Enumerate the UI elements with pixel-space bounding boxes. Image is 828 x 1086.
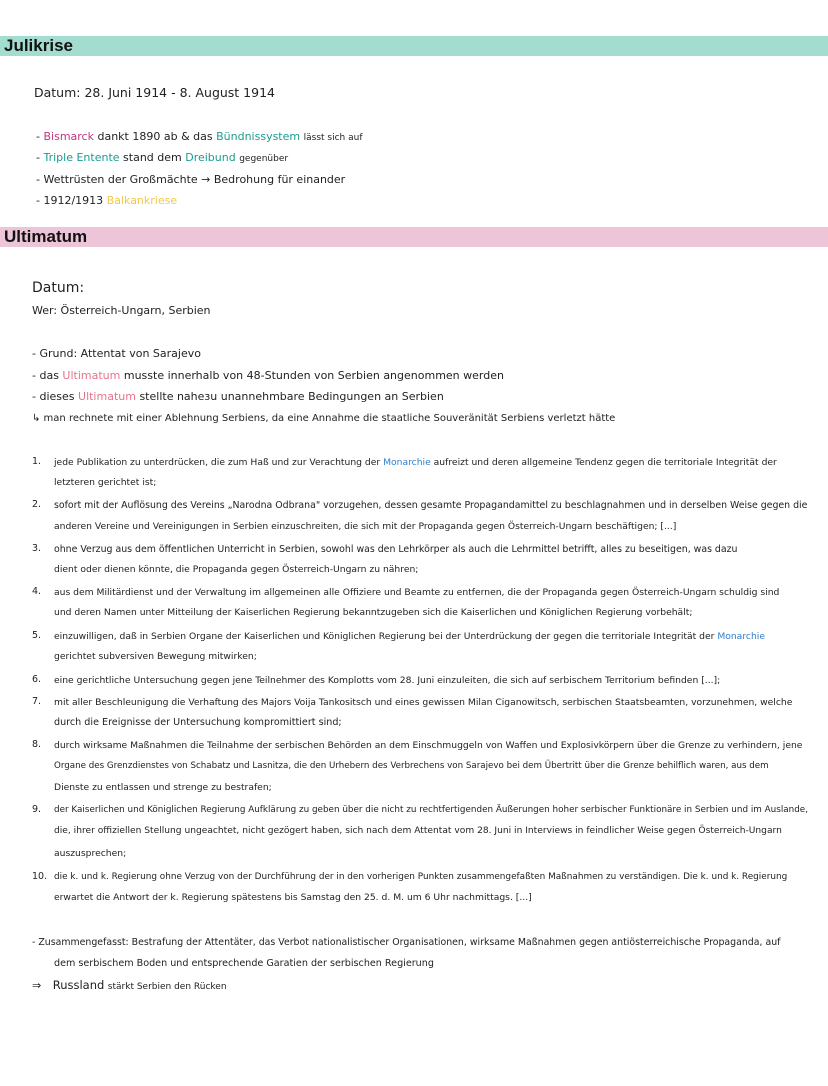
julikrise-bullet-3: - Wettrüsten der Großmächte → Bedrohung für einander: [36, 173, 346, 186]
point-number: 4.: [32, 586, 42, 597]
point-number: 6.: [32, 674, 42, 685]
ultimatum-line-3: [32, 390, 444, 404]
bullet-dash: -: [36, 151, 40, 164]
point-9-line-a: der Kaiserlichen und Königlichen Regierung Aufklärung zu geben über die nicht zu rechtfertigenden Äußerungen hoher serbischer Funktionäre in Serbien und im Auslande,: [54, 805, 809, 815]
term-monarchie: Monarchie: [383, 457, 431, 468]
point-9-line-c: auszusprechen;: [54, 848, 127, 859]
bullet-text: gegenüber: [239, 154, 289, 164]
point-10-line-a: die k. und k. Regierung ohne Verzug von der Durchführung der in den vorherigen Punkten zusammengefaßten Maßnahmen zu verständigen. Die k. und k. Regierung: [54, 872, 788, 882]
point-6-line-a: eine gerichtliche Untersuchung gegen jene Teilnehmer des Komplotts vom 28. Juni einzuleiten, die sich auf serbischem Territorium befinden [...];: [54, 675, 721, 686]
point-number: 3.: [32, 543, 42, 554]
point-8-line-a: durch wirksame Maßnahmen die Teilnahme der serbischen Behörden an dem Einschmuggeln von Waffen und Explosivkörpern über die Grenze zu verhindern, jene: [54, 740, 803, 751]
point-5-line-b: gerichtet subversiven Bewegung mitwirken;: [54, 651, 257, 662]
point-1-line-b: letzteren gerichtet ist;: [54, 477, 157, 488]
ultimatum-datum: Datum:: [32, 280, 85, 296]
julikrise-bullet-1: [36, 130, 362, 145]
section-header-julikrise: Julikrise: [0, 36, 828, 56]
line-text: einzuwilligen, daß in Serbien Organe der Kaiserlichen und Königlichen Regierung bei der Unterdrückung der gegen die territoriale Integrität der: [54, 631, 715, 642]
bullet-text: dankt 1890 ab & das: [97, 130, 213, 143]
point-number: 10.: [32, 871, 48, 882]
point-number: 8.: [32, 739, 42, 750]
point-3-line-b: dient oder dienen könnte, die Propaganda gegen Österreich-Ungarn zu nähren;: [54, 564, 419, 575]
point-4-line-a: aus dem Militärdienst und der Verwaltung im allgemeinen alle Offiziere und Beamte zu entfernen, die der Propaganda gegen Österreich-Ungarn schuldig sind: [54, 587, 780, 598]
point-7-line-a: mit aller Beschleunigung die Verhaftung des Majors Voija Tankositsch und eines gewissen Milan Ciganowitsch, serbischen Staatsbeamten, vorzunehmen, welche: [54, 697, 793, 708]
bullet-text: stand dem: [123, 151, 182, 164]
bullet-dash: -: [36, 130, 40, 143]
point-2-line-a: sofort mit der Auflösung des Vereins „Narodna Odbrana" vorzugehen, dessen gesamte Propagandamittel zu beschlagnahmen und in derselben Weise gegen die: [54, 500, 808, 511]
julikrise-bullet-4: [36, 194, 177, 208]
line-text: aufreizt und deren allgemeine Tendenz gegen die territoriale Integrität der: [433, 457, 777, 468]
point-number: 7.: [32, 696, 42, 707]
point-4-line-b: und deren Namen unter Mitteilung der Kaiserlichen Regierung bekanntzugeben sich die Kaiserlichen und Königlichen Regierung vorbehält;: [54, 607, 693, 618]
term-triple-entente: Triple Entente: [43, 151, 120, 164]
line-text: stellte naheзu unannehmbare Bedingungen an Serbien: [139, 390, 444, 403]
point-8-line-c: Dienste zu entlassen und strenge zu bestrafen;: [54, 782, 272, 793]
ultimatum-line-4: ↳ man rechnete mit einer Ablehnung Serbiens, da eine Annahme die staatliche Souveränität Serbiens verletzt hätte: [32, 413, 616, 424]
ultimatum-wer: Wer: Österreich-Ungarn, Serbien: [32, 304, 211, 317]
point-number: 2.: [32, 499, 42, 510]
term-ultimatum: Ultimatum: [62, 369, 121, 382]
term-buendnissystem: Bündnissystem: [216, 130, 301, 143]
summary-line-3: [32, 978, 227, 994]
julikrise-datum: Datum: 28. Juni 1914 - 8. August 1914: [34, 85, 275, 100]
point-7-line-b: durch die Ereignisse der Untersuchung kompromittiert sind;: [54, 717, 342, 728]
point-number: 1.: [32, 456, 42, 467]
line-text: stärkt Serbien den Rücken: [107, 982, 227, 992]
summary-line-1: - Zusammengefasst: Bestrafung der Attentäter, das Verbot nationalistischer Organisationen, wirksame Maßnahmen gegen antiösterreichische Propaganda, auf: [32, 937, 781, 948]
point-9-line-b: die, ihrer offiziellen Stellung ungeachtet, nicht gezögert haben, sich nach dem Attentat vom 28. Juni in Interviews in feindlicher Weise gegen Österreich-Ungarn: [54, 826, 782, 836]
term-balkankriese: Balkankriese: [106, 194, 178, 207]
section-header-ultimatum: Ultimatum: [0, 227, 828, 247]
arrow-symbol: ⇒: [32, 979, 42, 992]
term-russland: Russland: [52, 978, 105, 992]
julikrise-bullet-2: [36, 151, 288, 166]
line-text: - das: [32, 369, 59, 382]
point-1-line-a: [54, 456, 777, 469]
term-dreibund: Dreibund: [185, 151, 236, 164]
point-10-line-b: erwartet die Antwort der k. Regierung spätestens bis Samstag den 25. d. M. um 6 Uhr nachmittags. [...]: [54, 892, 532, 903]
ultimatum-grund: - Grund: Attentat von Sarajevo: [32, 347, 201, 360]
point-number: 9.: [32, 804, 42, 815]
bullet-text: - 1912/1913: [36, 194, 104, 207]
term-monarchie: Monarchie: [717, 631, 765, 642]
point-8-line-b: Organe des Grenzdienstes von Schabatz und Lasnitza, die den Urhebern des Verbrechens von Sarajevo bei dem Übertritt über die Grenze behilflich waren, aus dem: [54, 761, 769, 771]
summary-line-2: dem serbischem Boden und entsprechende Garatien der serbischen Regierung: [54, 958, 434, 969]
point-2-line-b: anderen Vereine und Vereinigungen in Serbien einzuschreiten, die sich mit der Propaganda gegen Österreich-Ungarn beschäftigen; [...]: [54, 521, 677, 532]
line-text: musste innerhalb von 48-Stunden von Serbien angenommen werden: [123, 369, 504, 382]
point-number: 5.: [32, 630, 42, 641]
bullet-text: lässt sich auf: [303, 133, 363, 143]
point-3-line-a: ohne Verzug aus dem öffentlichen Unterricht in Serbien, sowohl was den Lehrkörper als auch die Lehrmittel betrifft, alles zu beseitigen, was dazu: [54, 544, 738, 555]
ultimatum-line-2: [32, 369, 504, 383]
line-text: jede Publikation zu unterdrücken, die zum Haß und zur Verachtung der: [54, 457, 381, 468]
point-5-line-a: [54, 630, 765, 643]
term-bismarck: Bismarck: [43, 130, 94, 143]
term-ultimatum: Ultimatum: [78, 390, 136, 403]
line-text: - dieses: [32, 390, 75, 403]
